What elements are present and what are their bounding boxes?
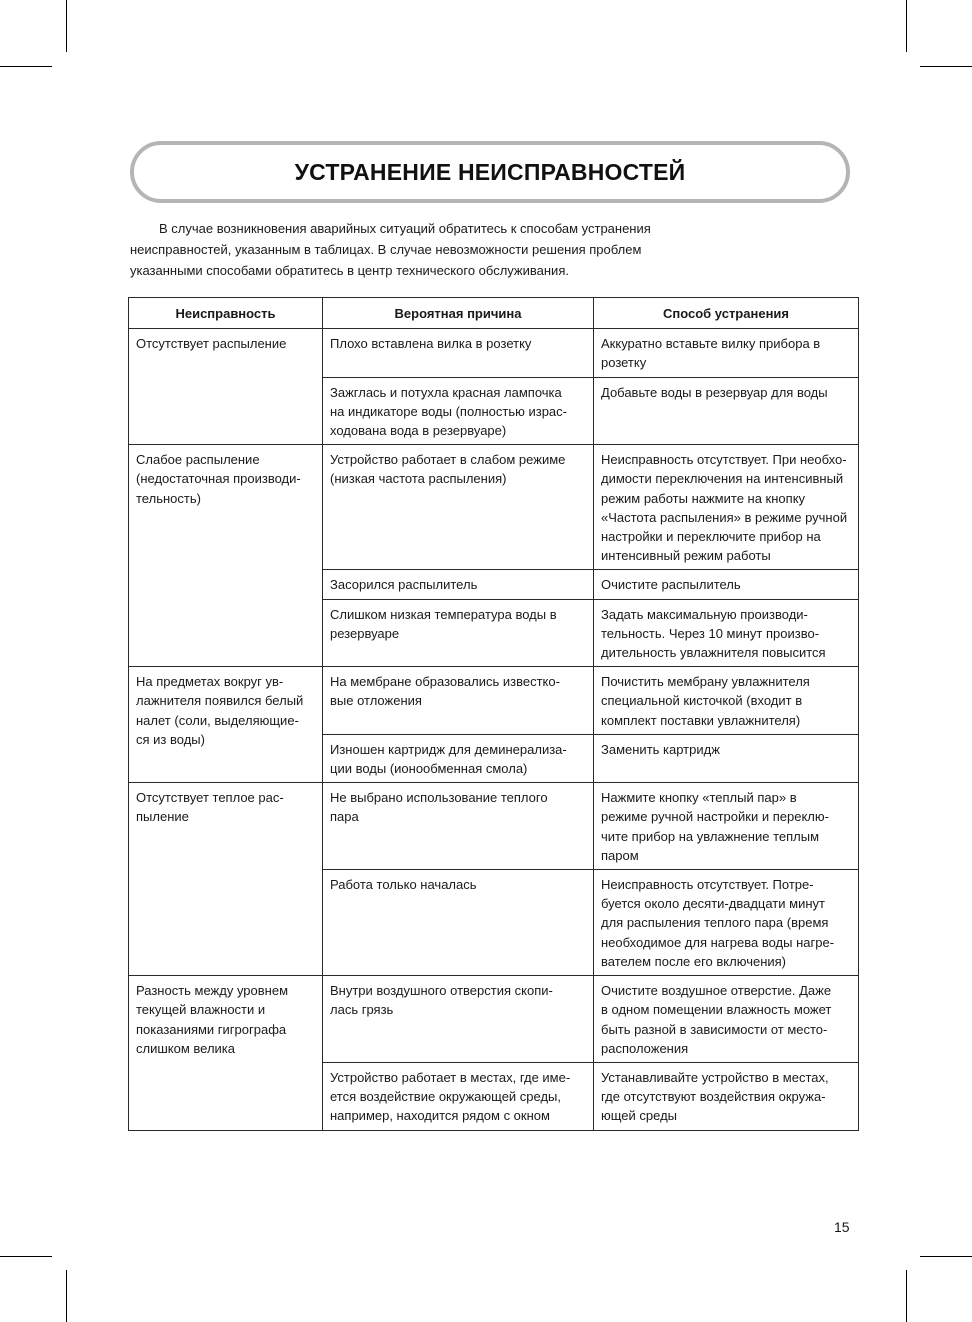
cause-cell-line: вые отложения	[330, 693, 422, 709]
cause-cell-line: на индикаторе воды (полностью израс-	[330, 403, 567, 419]
cause-cell-line: например, находится рядом с окном	[330, 1108, 550, 1124]
fix-cell	[594, 667, 859, 735]
cause-cell-line: резервуаре	[330, 625, 400, 641]
fix-cell-line: тельность. Через 10 минут произво-	[601, 625, 820, 641]
table-row	[129, 783, 859, 870]
cause-cell	[323, 599, 594, 667]
crop-mark	[920, 66, 972, 67]
page-number: 15	[834, 1219, 850, 1235]
fix-cell-line: Неисправность отсутствует. При необхо-	[601, 452, 847, 468]
fix-cell-line: в одном помещении влажность может	[601, 1002, 832, 1018]
fix-cell	[594, 734, 859, 782]
cause-cell-line: Плохо вставлена вилка в розетку	[330, 336, 532, 352]
cause-cell	[323, 377, 594, 445]
cause-cell-line: Работа только началась	[330, 877, 477, 893]
fix-cell	[594, 570, 859, 599]
fault-cell	[129, 976, 323, 1130]
fault-cell-line: пыление	[136, 809, 189, 825]
intro-line: В случае возникновения аварийных ситуаций обратитесь к способам устранения	[159, 221, 651, 236]
crop-mark	[0, 66, 52, 67]
fix-cell	[594, 599, 859, 667]
fault-cell-line: тельность)	[136, 490, 201, 506]
cause-cell-line: Не выбрано использование теплого	[330, 790, 548, 806]
crop-mark	[906, 1270, 907, 1322]
cause-cell	[323, 976, 594, 1063]
intro-paragraph	[130, 218, 830, 281]
fix-cell-line: паром	[601, 847, 639, 863]
cause-cell-line: пара	[330, 809, 359, 825]
table-row	[129, 445, 859, 570]
title-banner	[130, 141, 850, 203]
fix-cell-line: для распыления теплого пара (время	[601, 915, 829, 931]
fix-cell	[594, 1062, 859, 1130]
fix-cell	[594, 783, 859, 870]
cause-cell-line: Слишком низкая температура воды в	[330, 606, 557, 622]
cause-cell-line: На мембране образовались известко-	[330, 674, 560, 690]
column-header-cause: Вероятная причина	[323, 298, 594, 329]
crop-mark	[66, 0, 67, 52]
cause-cell	[323, 329, 594, 377]
fix-cell-line: комплект поставки увлажнителя)	[601, 712, 801, 728]
fault-cell	[129, 667, 323, 783]
table-row	[129, 976, 859, 1063]
cause-cell-line: ется воздействие окружающей среды,	[330, 1089, 562, 1105]
fix-cell-line: ющей среды	[601, 1108, 678, 1124]
cause-cell-line: Засорился распылитель	[330, 577, 478, 593]
fault-cell-line: (недостаточная производи-	[136, 471, 301, 487]
column-header-fault: Неисправность	[129, 298, 323, 329]
cause-cell-line: (низкая частота распыления)	[330, 471, 507, 487]
cause-cell-line: Изношен картридж для деминерализа-	[330, 741, 567, 757]
fault-cell-line: На предметах вокруг ув-	[136, 674, 284, 690]
cause-cell-line: Устройство работает в слабом режиме	[330, 452, 566, 468]
fix-cell-line: специальной кисточкой (входит в	[601, 693, 803, 709]
page-title: УСТРАНЕНИЕ НЕИСПРАВНОСТЕЙ	[294, 158, 686, 185]
table-row	[129, 329, 859, 377]
crop-mark	[0, 1256, 52, 1257]
fix-cell-line: режиме ручной настройки и переклю-	[601, 809, 829, 825]
cause-cell	[323, 667, 594, 735]
fix-cell-line: необходимое для нагрева воды нагре-	[601, 934, 835, 950]
fix-cell-line: дительность увлажнителя повысится	[601, 645, 826, 661]
fix-cell	[594, 377, 859, 445]
fault-cell-line: Отсутствует теплое рас-	[136, 790, 284, 806]
crop-mark	[906, 0, 907, 52]
fault-cell-line: Разность между уровнем	[136, 983, 289, 999]
cause-cell-line: лась грязь	[330, 1002, 394, 1018]
column-header-fix: Способ устранения	[594, 298, 859, 329]
fix-cell-line: Аккуратно вставьте вилку прибора в	[601, 336, 821, 352]
cause-cell	[323, 570, 594, 599]
cause-cell-line: Устройство работает в местах, где име-	[330, 1069, 571, 1085]
cause-cell	[323, 445, 594, 570]
fix-cell-line: Нажмите кнопку «теплый пар» в	[601, 790, 797, 806]
table-row	[129, 667, 859, 735]
table-header-row	[129, 298, 859, 329]
fix-cell-line: буется около десяти-двадцати минут	[601, 896, 825, 912]
fix-cell-line: «Частота распыления» в режиме ручной	[601, 509, 848, 525]
fix-cell-line: чите прибор на увлажнение теплым	[601, 828, 820, 844]
fault-cell-line: Отсутствует распыление	[136, 336, 287, 352]
fault-cell-line: лажнителя появился белый	[136, 693, 304, 709]
troubleshooting-table	[128, 297, 859, 1131]
fix-cell-line: Неисправность отсутствует. Потре-	[601, 877, 814, 893]
fix-cell-line: быть разной в зависимости от место-	[601, 1021, 828, 1037]
fault-cell-line: слишком велика	[136, 1040, 235, 1056]
fix-cell-line: где отсутствуют воздействия окружа-	[601, 1089, 826, 1105]
cause-cell-line: ции воды (ионообменная смола)	[330, 761, 528, 777]
fault-cell	[129, 445, 323, 667]
cause-cell	[323, 734, 594, 782]
crop-mark	[66, 1270, 67, 1322]
fix-cell-line: Устанавливайте устройство в местах,	[601, 1069, 829, 1085]
fix-cell-line: Очистите воздушное отверстие. Даже	[601, 983, 832, 999]
fix-cell-line: интенсивный режим работы	[601, 548, 771, 564]
intro-line: указанными способами обратитесь в центр технического обслуживания.	[130, 263, 569, 278]
cause-cell	[323, 1062, 594, 1130]
fix-cell-line: настройки и переключите прибор на	[601, 529, 821, 545]
fix-cell-line: Добавьте воды в резервуар для воды	[601, 384, 828, 400]
fix-cell-line: розетку	[601, 355, 647, 371]
fault-cell	[129, 783, 323, 976]
fault-cell	[129, 329, 323, 445]
crop-mark	[920, 1256, 972, 1257]
fault-cell-line: текущей влажности и	[136, 1002, 266, 1018]
fix-cell	[594, 870, 859, 976]
fix-cell-line: Почистить мембрану увлажнителя	[601, 674, 810, 690]
fault-cell-line: налет (соли, выделяющие-	[136, 712, 299, 728]
cause-cell	[323, 870, 594, 976]
cause-cell-line: ходована вода в резервуаре)	[330, 423, 507, 439]
fix-cell-line: Задать максимальную производи-	[601, 606, 808, 622]
fix-cell	[594, 329, 859, 377]
cause-cell	[323, 783, 594, 870]
cause-cell-line: Внутри воздушного отверстия скопи-	[330, 983, 553, 999]
intro-line: неисправностей, указанным в таблицах. В случае невозможности решения проблем	[130, 242, 642, 257]
fix-cell-line: режим работы нажмите на кнопку	[601, 490, 806, 506]
fix-cell-line: вателем после его включения)	[601, 953, 787, 969]
fault-cell-line: показаниями гигрографа	[136, 1021, 287, 1037]
fix-cell	[594, 445, 859, 570]
fix-cell	[594, 976, 859, 1063]
fault-cell-line: ся из воды)	[136, 731, 205, 747]
fix-cell-line: димости переключения на интенсивный	[601, 471, 844, 487]
cause-cell-line: Зажглась и потухла красная лампочка	[330, 384, 562, 400]
fix-cell-line: Заменить картридж	[601, 741, 720, 757]
fix-cell-line: расположения	[601, 1040, 689, 1056]
fault-cell-line: Слабое распыление	[136, 452, 260, 468]
fix-cell-line: Очистите распылитель	[601, 577, 741, 593]
